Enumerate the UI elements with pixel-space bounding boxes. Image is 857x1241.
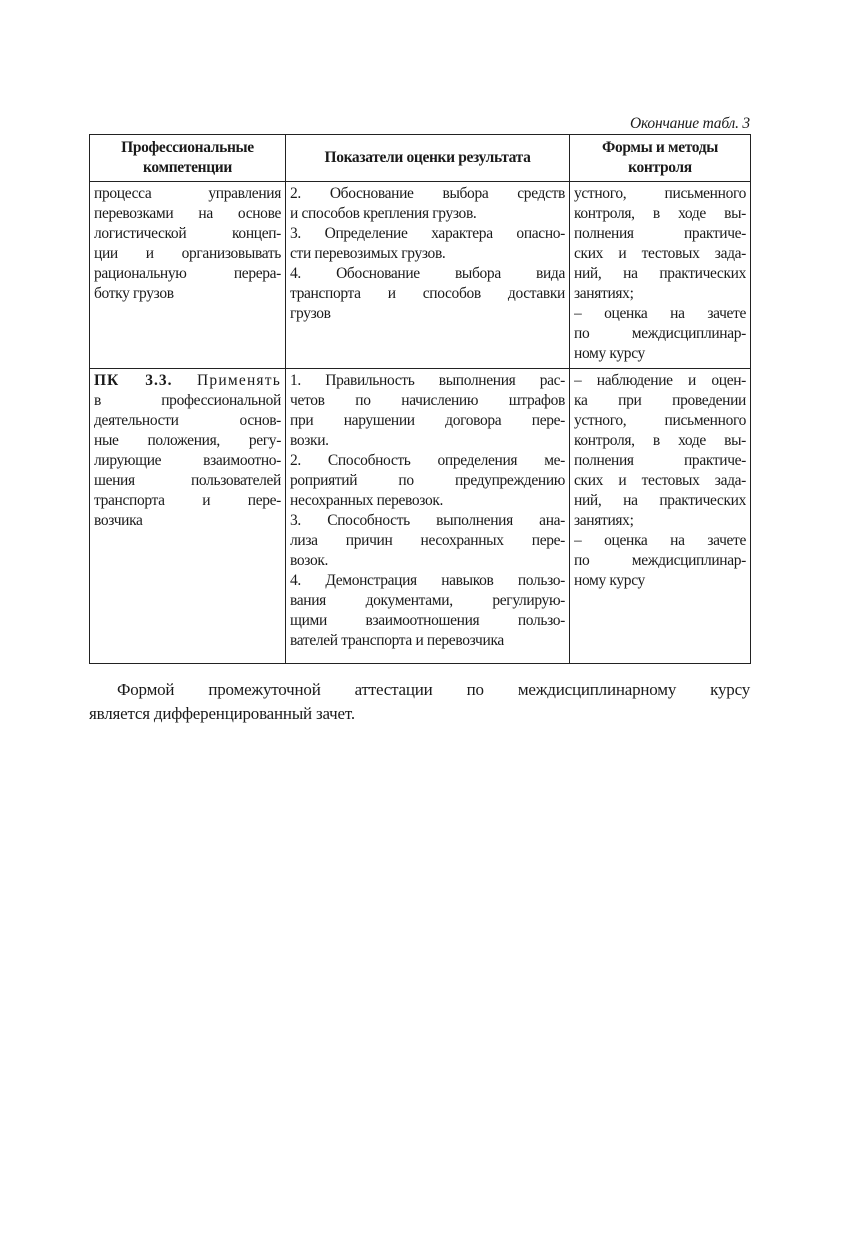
cell-line	[94, 371, 281, 391]
cell-line: 4. Обоснование выбора вида	[290, 265, 565, 282]
cell-line: 2. Способность определения ме-	[290, 452, 565, 469]
cell-line: возки.	[290, 432, 329, 449]
cell-line: ному курсу	[574, 345, 645, 362]
competency-code: ПК 3.3.	[94, 372, 173, 389]
cell-line: шения пользователей	[94, 472, 281, 489]
cell-line: рациональную перера-	[94, 265, 281, 282]
table-row	[90, 369, 751, 664]
cell-line: щими взаимоотношения пользо-	[290, 612, 565, 629]
cell-line: по междисциплинар-	[574, 552, 746, 569]
cell-line: ний, на практических	[574, 265, 746, 282]
cell-line: – наблюдение и оцен-	[574, 372, 746, 389]
cell-line: 3. Определение характера опасно-	[290, 225, 565, 242]
cell-line: полнения практиче-	[574, 225, 746, 242]
cell-line: процесса управления	[94, 185, 281, 202]
cell-line: 2. Обоснование выбора средств	[290, 185, 565, 202]
cell-line: ному курсу	[574, 572, 645, 589]
cell-line: сти перевозимых грузов.	[290, 245, 446, 262]
cell-line: контроля, в ходе вы-	[574, 205, 746, 222]
cell-line: при нарушении договора пере-	[290, 412, 565, 429]
indicators-cell	[286, 369, 570, 664]
cell-line: деятельности основ-	[94, 412, 281, 429]
cell-line: 4. Демонстрация навыков пользо-	[290, 572, 565, 589]
cell-line: перевозками на основе	[94, 205, 281, 222]
competencies-table	[89, 134, 751, 664]
cell-line: возок.	[290, 552, 329, 569]
cell-line: полнения практиче-	[574, 452, 746, 469]
cell-line: ских и тестовых зада-	[574, 472, 746, 489]
cell-line: четов по начислению штрафов	[290, 392, 565, 409]
control-methods-cell	[570, 369, 751, 664]
cell-line: ка при проведении	[574, 392, 746, 409]
cell-line: вания документами, регулирую-	[290, 592, 565, 609]
cell-line: занятиях;	[574, 285, 634, 302]
table-row	[90, 182, 751, 369]
cell-line: – оценка на зачете	[574, 305, 746, 322]
competency-text: Применять	[197, 372, 281, 389]
header-competencies: Профессиональные компетенции	[90, 135, 286, 182]
cell-line: ний, на практических	[574, 492, 746, 509]
table-caption: Окончание табл. 3	[629, 115, 750, 132]
cell-line: устного, письменного	[574, 412, 746, 429]
cell-line: несохранных перевозок.	[290, 492, 444, 509]
cell-line: 1. Правильность выполнения рас-	[290, 372, 565, 389]
cell-line: транспорта и пере-	[94, 492, 281, 509]
cell-line: ции и организовывать	[94, 245, 281, 262]
cell-line: 3. Способность выполнения ана-	[290, 512, 565, 529]
indicators-cell	[286, 182, 570, 369]
cell-line: лиза причин несохранных пере-	[290, 532, 565, 549]
header-indicators: Показатели оценки результата	[286, 135, 570, 182]
paragraph-line: является дифференцированный зачет.	[89, 704, 355, 723]
cell-line: занятиях;	[574, 512, 634, 529]
cell-line: возчика	[94, 512, 143, 529]
cell-line: роприятий по предупреждению	[290, 472, 565, 489]
cell-line: ботку грузов	[94, 285, 174, 302]
cell-line: вателей транспорта и перевозчика	[290, 632, 504, 649]
competency-cell	[90, 182, 286, 369]
table-header-row	[90, 135, 751, 182]
cell-line: лирующие взаимоотно-	[94, 452, 281, 469]
cell-line: логистической концеп-	[94, 225, 281, 242]
cell-line: – оценка на зачете	[574, 532, 746, 549]
cell-line: ских и тестовых зада-	[574, 245, 746, 262]
cell-line: контроля, в ходе вы-	[574, 432, 746, 449]
cell-line: по междисциплинар-	[574, 325, 746, 342]
cell-line: устного, письменного	[574, 185, 746, 202]
control-methods-cell	[570, 182, 751, 369]
competency-cell	[90, 369, 286, 664]
cell-line: грузов	[290, 305, 331, 322]
cell-line: транспорта и способов доставки	[290, 285, 565, 302]
header-control-methods: Формы и методы контроля	[570, 135, 751, 182]
body-paragraph	[89, 678, 750, 726]
cell-line: ные положения, регу-	[94, 432, 281, 449]
paragraph-line: Формой промежуточной аттестации по междисциплинарному курсу	[117, 680, 750, 699]
cell-line: и способов крепления грузов.	[290, 205, 477, 222]
cell-line: в профессиональной	[94, 392, 281, 409]
